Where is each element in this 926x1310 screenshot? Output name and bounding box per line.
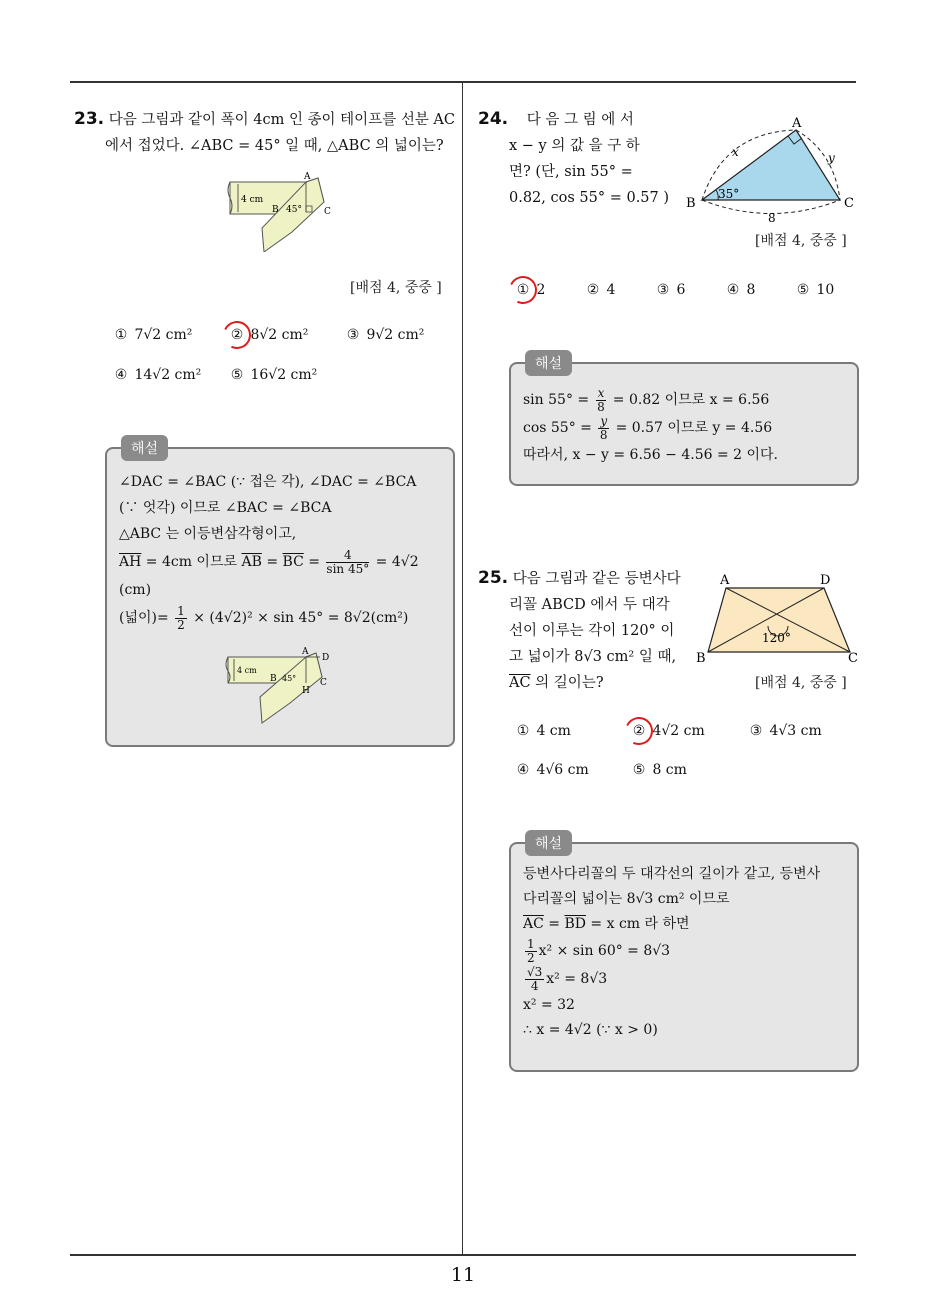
figure-label: 35° [718,187,740,201]
explanation-tag: 해설 [121,435,168,461]
q23-explanation-figure [222,645,337,727]
figure-label: B [696,651,706,666]
explanation-line: 등변사다리꼴의 두 대각선의 길이가 같고, 등변사 [523,866,821,882]
explanation-line: 다리꼴의 넓이는 8√3 cm² 이므로 [523,891,730,907]
choice-3[interactable]: ③ 4√3 cm [749,723,822,739]
figure-label: 120° [762,631,791,645]
figure-label: D [322,653,330,663]
question-text: 다음 그림과 같이 폭이 4cm 인 종이 테이프를 선분 AC [108,112,456,128]
question-number: 25. [478,568,509,588]
q23-figure [224,170,339,252]
score-meta: [배점 4, 중중 ] [755,675,847,691]
figure-label: y [828,151,835,165]
question-text: 리꼴 ABCD 에서 두 대각 [509,597,670,613]
figure-label: B [272,205,279,215]
answer-mark [219,317,255,353]
explanation-box [509,836,859,1072]
figure-label: H [302,686,310,696]
figure-label: B [270,674,277,684]
explanation-box [105,441,455,747]
choice-5[interactable]: ⑤ 10 [796,282,835,298]
explanation-line: △ABC 는 이등변삼각형이고, [119,526,297,542]
figure-label: C [844,196,854,211]
explanation-line: $\frac{√3}{4}$ x² = 8√3 [527,964,608,993]
explanation-tag: 해설 [525,350,572,376]
figure-label: C [324,207,331,217]
choice-1[interactable]: ① 7√2 cm² [114,327,193,343]
question-text: 다 음 그 림 에 서 [526,112,634,128]
choice-2[interactable]: ② 4√2 cm [630,723,705,739]
explanation-line: $\overline{AH} = 4cm$ 이므로 $\overline{AB} = \overline{BC}$ = $\frac{4}{\sin 45^\circ}$ = 4√2 [119,547,419,576]
score-meta: [배점 4, 중중 ] [755,233,847,249]
question-text: x − y 의 값 을 구 하 [509,138,640,154]
explanation-line: cos 55° = $\frac{y}{8}$ = 0.57 이므로 y = 4.56 [523,413,773,442]
explanation-line: x² = 32 [523,997,575,1013]
figure-label: 8 [768,211,776,222]
figure-label: x [732,145,739,159]
question-25 [478,565,688,696]
figure-label: A [302,647,309,657]
explanation-line: $\overline{AC} = \overline{BD} = x$ cm 라 하면 [523,916,690,932]
figure-label: C [848,651,858,666]
question-24 [478,106,668,211]
question-23 [74,106,456,159]
question-text: $\overline{AC}$ 의 길이는? [509,675,604,691]
choice-2[interactable]: ② 8√2 cm² [228,327,308,343]
figure-label: 45° [282,674,297,683]
bottom-rule [70,1254,856,1256]
page-number: 11 [450,1264,476,1286]
question-text: 선이 이루는 각이 120° 이 [509,623,675,639]
explanation-line: ∴ x = 4√2 (∵ x > 0) [523,1022,658,1038]
column-divider [462,81,463,1256]
figure-label: A [304,172,311,182]
question-number: 24. [478,109,509,129]
question-text: 다음 그림과 같은 등변사다 [512,571,681,587]
score-meta: [배점 4, 중중 ] [350,280,442,296]
question-text: 0.82, cos 55° = 0.57 ) [509,190,670,206]
choice-3[interactable]: ③ 6 [656,282,686,298]
explanation-tag: 해설 [525,830,572,856]
explanation-line: (넓이)= $\frac{1}{2}$ × (4√2)² × sin 45° = 8√2(cm²) [119,603,409,632]
choice-1[interactable]: ① 2 [514,282,545,298]
choice-5[interactable]: ⑤ 16√2 cm² [230,367,318,383]
choice-4[interactable]: ④ 14√2 cm² [114,367,202,383]
explanation-line: sin 55° = $\frac{x}{8}$ = 0.82 이므로 x = 6.56 [523,385,770,414]
question-text: 면? (단, sin 55° = [509,164,633,180]
choice-2[interactable]: ② 4 [586,282,616,298]
q25-figure [694,570,864,670]
explanation-line: $\frac{1}{2}$ x² × sin 60° = 8√3 [527,936,671,965]
figure-label: 4 cm [237,666,257,675]
answer-mark [621,713,657,749]
figure-label: A [720,573,730,588]
figure-label: C [320,678,327,688]
explanation-line: ∠DAC = ∠BAC (∵ 접은 각), ∠DAC = ∠BCA [119,474,417,490]
choice-3[interactable]: ③ 9√2 cm² [346,327,425,343]
explanation-line: 따라서, x − y = 6.56 − 4.56 = 2 이다. [523,447,778,463]
question-text: 고 넓이가 8√3 cm² 일 때, [509,649,677,665]
choice-1[interactable]: ① 4 cm [516,723,571,739]
choice-4[interactable]: ④ 8 [726,282,756,298]
top-rule [70,81,856,83]
question-text: 에서 접었다. ∠ABC = 45° 일 때, △ABC 의 넓이는? [105,138,444,154]
explanation-line: (∵ 엇각) 이므로 ∠BAC = ∠BCA [119,500,332,516]
explanation-box [509,356,859,486]
choice-5[interactable]: ⑤ 8 cm [632,762,687,778]
q24-figure [684,112,862,222]
figure-label: 45° [286,205,302,215]
choice-4[interactable]: ④ 4√6 cm [516,762,589,778]
answer-mark [505,272,541,308]
figure-label: B [686,196,696,211]
question-number: 23. [74,109,105,129]
figure-label: 4 cm [241,195,264,205]
explanation-line: (cm) [119,582,152,598]
figure-label: D [820,573,831,588]
figure-label: A [792,116,802,131]
